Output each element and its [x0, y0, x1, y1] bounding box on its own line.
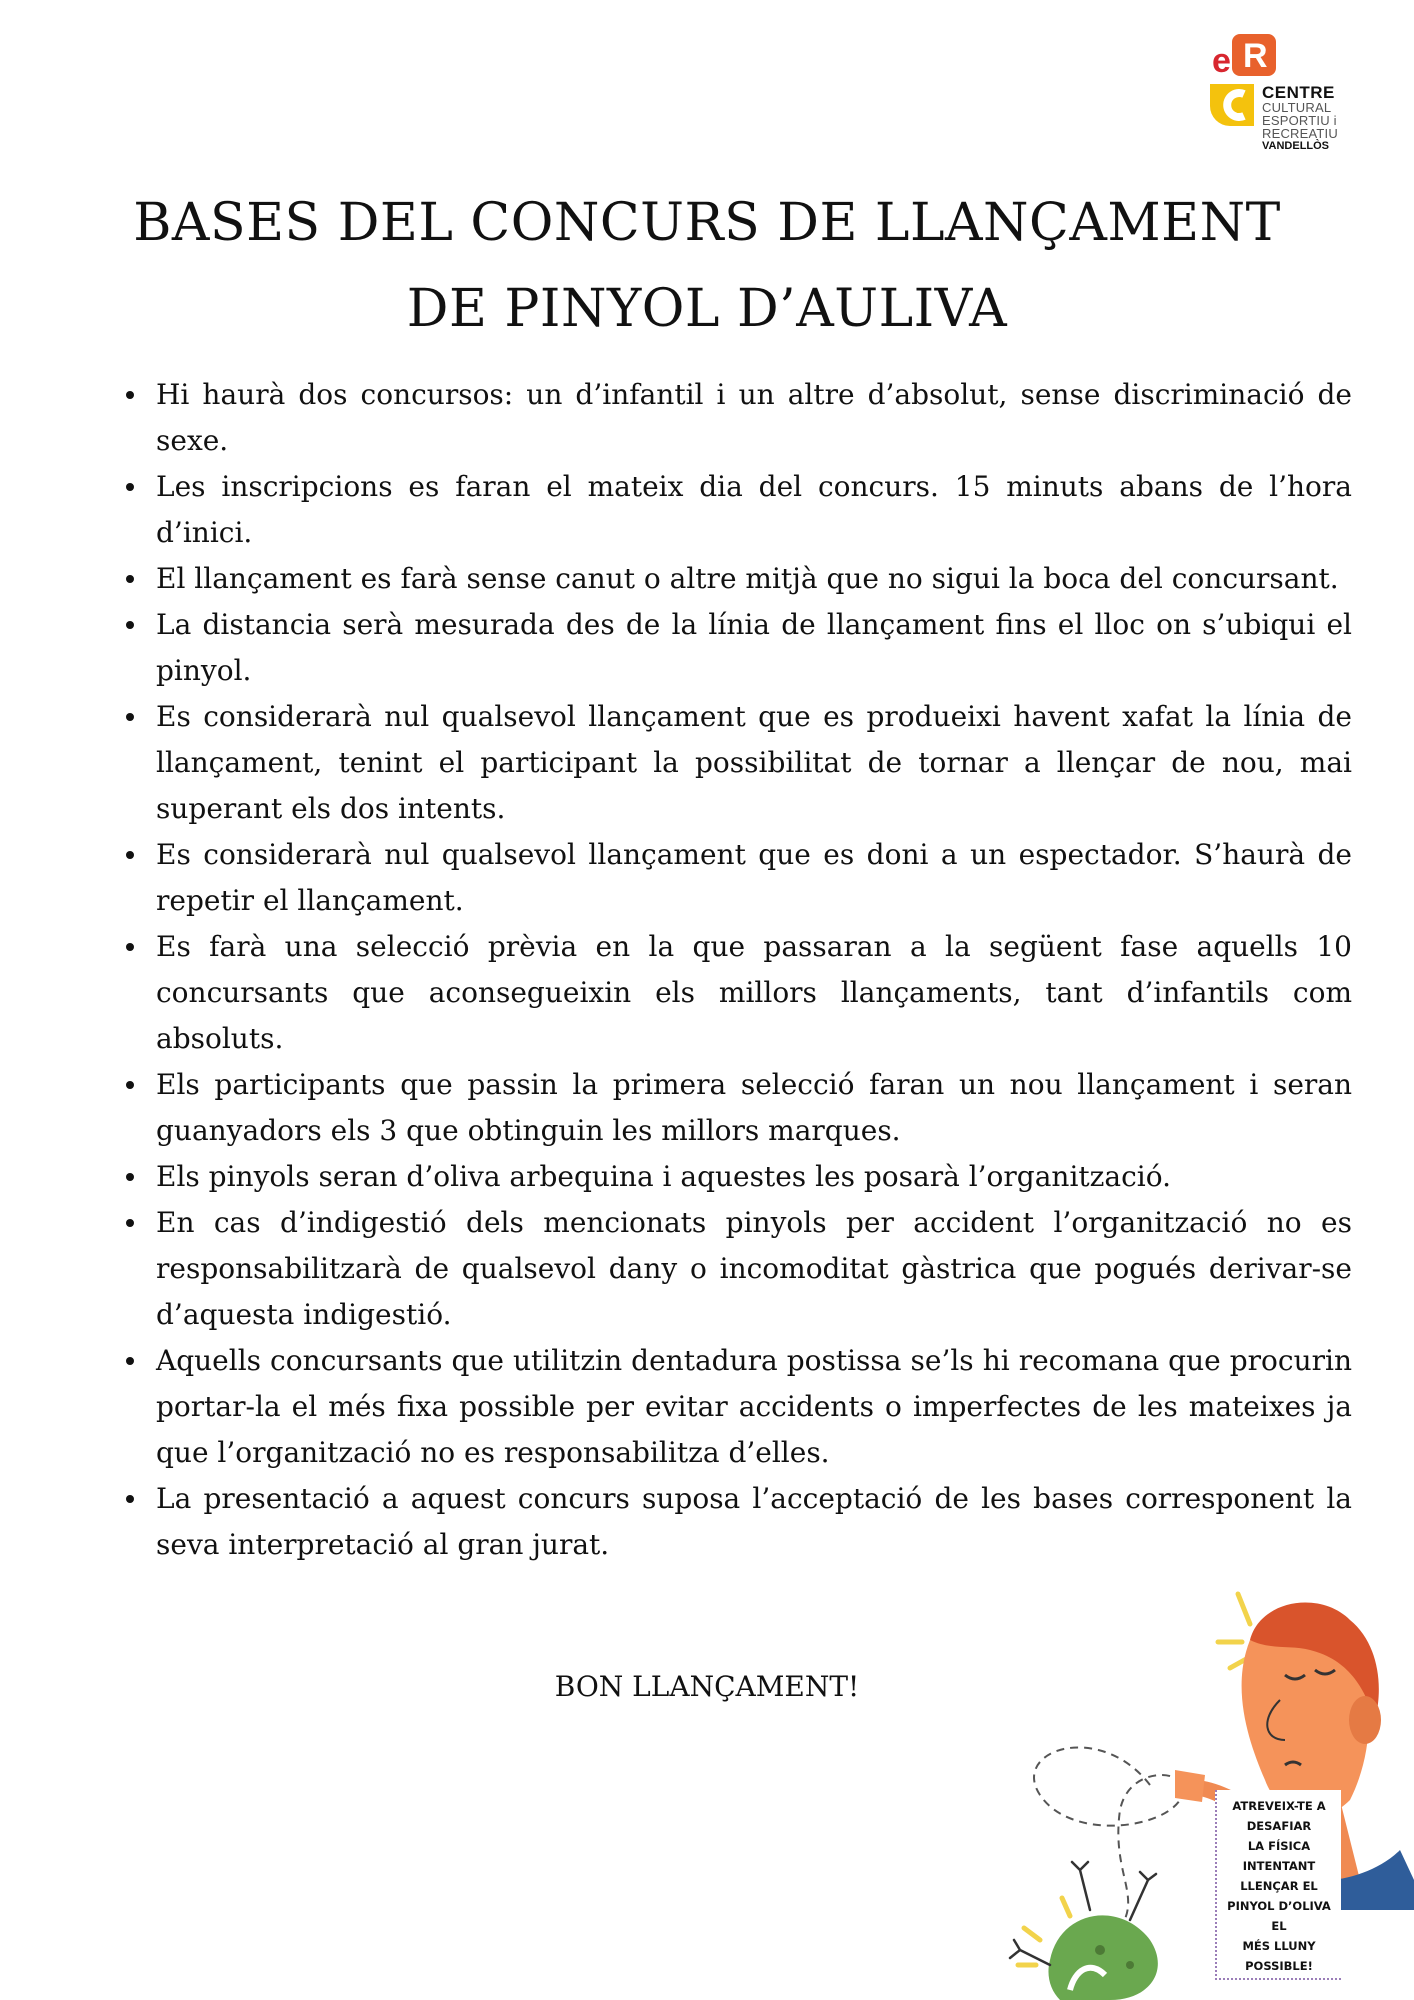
rule-item: Els participants que passin la primera selecció faran un nou llançament i seran guanyadors els 3 que obtinguin les millors marques. [156, 1062, 1352, 1154]
rule-item: Es considerarà nul qualsevol llançament que es doni a un espectador. S’haurà de repetir el llançament. [156, 832, 1352, 924]
logo-line: RECREATIU [1262, 126, 1338, 141]
callout-line: DESAFIAR [1246, 1819, 1312, 1833]
callout-box [1215, 1790, 1341, 1980]
rule-item: En cas d’indigestió dels mencionats pinyols per accident l’organització no es responsabilitzarà de qualsevol dany o incomoditat gàstrica que pogués derivar-se d’aquesta indigestió. [156, 1200, 1352, 1338]
callout-line: LLENÇAR EL [1240, 1879, 1318, 1893]
rule-item: Es considerarà nul qualsevol llançament que es produeixi havent xafat la línia de llançament, tenint el participant la possibilitat de tornar a llençar de nou, mai superant els dos intents. [156, 694, 1352, 832]
rule-item: Les inscripcions es faran el mateix dia del concurs. 15 minuts abans de l’hora d’inici. [156, 464, 1352, 556]
rule-item: Es farà una selecció prèvia en la que passaran a la següent fase aquells 10 concursants que aconsegueixin els millors llançaments, tant d’infantils com absoluts. [156, 924, 1352, 1062]
callout-line: MÉS LLUNY [1242, 1939, 1316, 1953]
rule-item: El llançament es farà sense canut o altre mitjà que no sigui la boca del concursant. [156, 556, 1352, 602]
organization-logo [1210, 34, 1340, 169]
logo-text [1262, 84, 1338, 152]
callout-line: PINYOL D’OLIVA EL [1227, 1899, 1331, 1933]
rule-item: Hi haurà dos concursos: un d’infantil i un altre d’absolut, sense discriminació de sexe. [156, 372, 1352, 464]
callout-line: LA FÍSICA [1247, 1839, 1311, 1853]
logo-line: CULTURAL [1262, 100, 1332, 115]
callout-line: ATREVEIX-TE A [1232, 1799, 1326, 1813]
callout-line: POSSIBLE! [1245, 1959, 1313, 1973]
svg-text:R: R [1243, 37, 1268, 75]
logo-line: VANDELLÒS [1262, 140, 1330, 152]
closing-text: BON LLANÇAMENT! [554, 1670, 860, 1703]
title-line-2: DE PINYOL D’AULIVA [406, 279, 1008, 339]
logo-line: ESPORTIU i [1262, 113, 1337, 128]
rule-item: Aquells concursants que utilitzin dentadura postissa se’ls hi recomana que procurin portar-la el més fixa possible per evitar accidents o imperfectes de les mateixes ja que l’organització no es responsabilitza d’elles. [156, 1338, 1352, 1476]
pit-spitter-illustration-icon [980, 1580, 1414, 2000]
title-line-1: BASES DEL CONCURS DE LLANÇAMENT [133, 193, 1281, 253]
logo-line: CENTRE [1262, 83, 1335, 102]
rule-item: La presentació a aquest concurs suposa l’acceptació de les bases corresponent la seva interpretació al gran jurat. [156, 1476, 1352, 1568]
callout-line: INTENTANT [1242, 1859, 1316, 1873]
rule-item: La distancia serà mesurada des de la línia de llançament fins el lloc on s’ubiqui el pinyol. [156, 602, 1352, 694]
page-title [0, 180, 1414, 352]
rules-list [120, 372, 1352, 1568]
rule-item: Els pinyols seran d’oliva arbequina i aquestes les posarà l’organització. [156, 1154, 1352, 1200]
svg-text:e: e [1212, 42, 1231, 80]
